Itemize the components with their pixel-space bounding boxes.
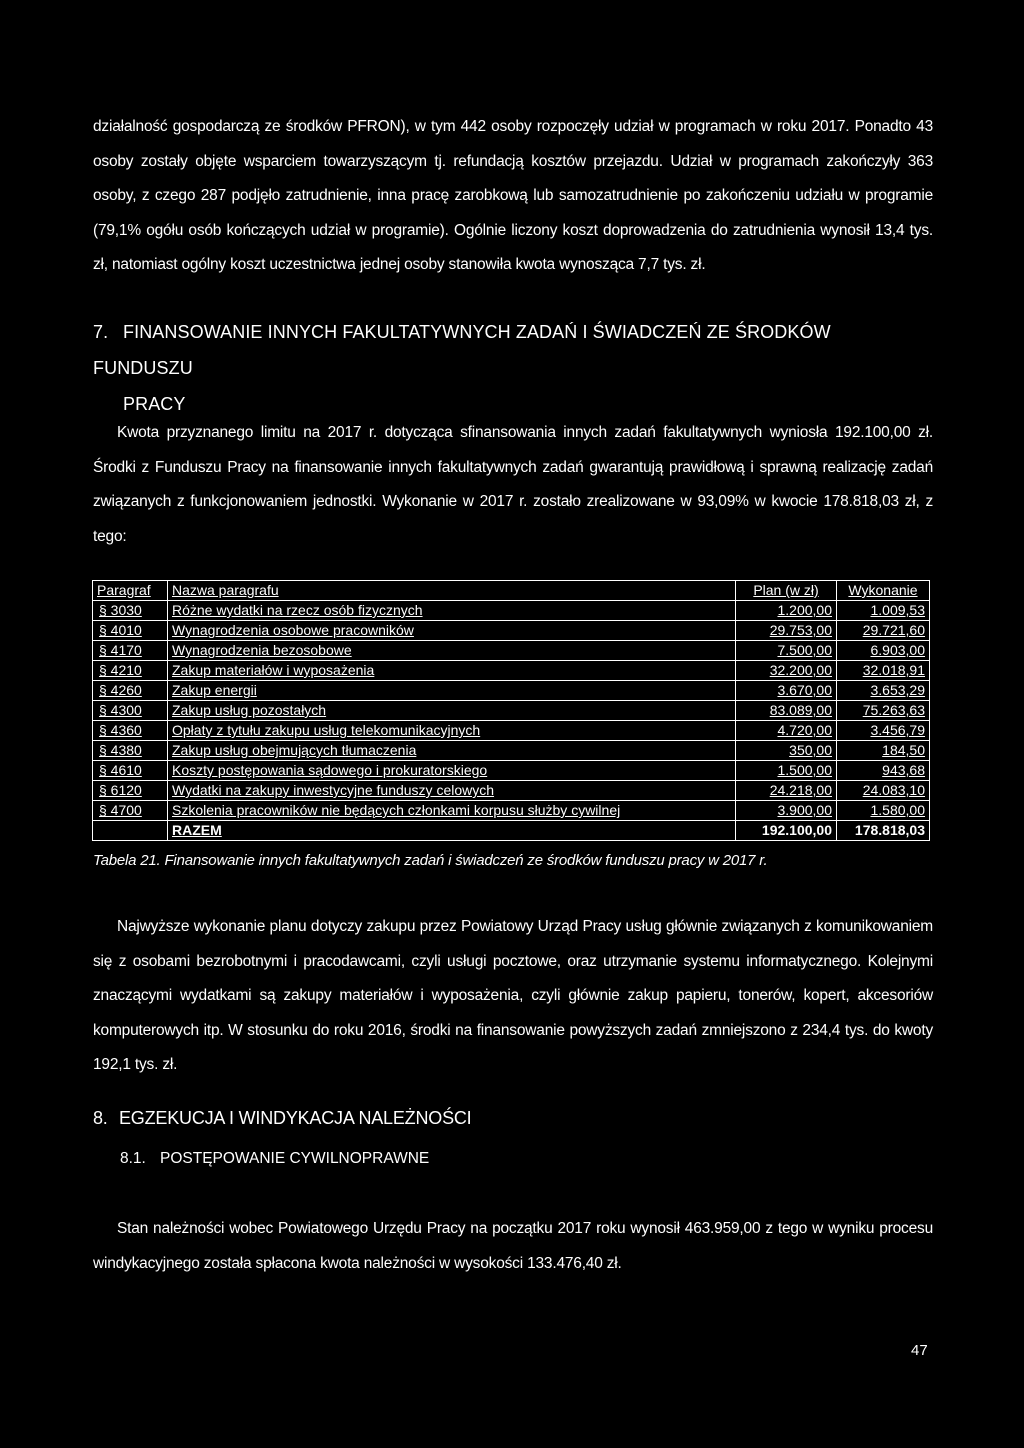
section-8-1-title: POSTĘPOWANIE CYWILNOPRAWNE	[160, 1150, 430, 1167]
header-wykonanie: Wykonanie	[837, 581, 930, 601]
row-nazwa: Zakup materiałów i wyposażenia	[168, 661, 736, 681]
total-wykonanie: 178.818,03	[837, 821, 930, 841]
page-number: 47	[911, 1342, 928, 1359]
row-wykonanie: 3.653,29	[837, 681, 930, 701]
section-8-1-heading	[120, 1150, 429, 1168]
table-row	[93, 741, 930, 761]
table-row	[93, 601, 930, 621]
row-wykonanie: 75.263,63	[837, 701, 930, 721]
row-paragraf: § 4260	[93, 681, 168, 701]
section-8-title: EGZEKUCJA I WINDYKACJA NALEŻNOŚCI	[119, 1108, 472, 1128]
row-paragraf: § 4210	[93, 661, 168, 681]
table-caption: Tabela 21. Finansowanie innych fakultatywnych zadań i świadczeń ze środków funduszu pracy w 2017 r.	[93, 852, 768, 869]
row-nazwa: Zakup usług obejmujących tłumaczenia	[168, 741, 736, 761]
row-wykonanie: 6.903,00	[837, 641, 930, 661]
expense-table	[92, 580, 930, 841]
row-plan: 32.200,00	[736, 661, 837, 681]
table-row	[93, 801, 930, 821]
row-paragraf: § 4170	[93, 641, 168, 661]
row-nazwa: Opłaty z tytułu zakupu usług telekomunikacyjnych	[168, 721, 736, 741]
row-nazwa: Zakup usług pozostałych	[168, 701, 736, 721]
row-paragraf: § 3030	[93, 601, 168, 621]
row-wykonanie: 29.721,60	[837, 621, 930, 641]
row-paragraf: § 4010	[93, 621, 168, 641]
intro-paragraph: działalność gospodarczą ze środków PFRON), w tym 442 osoby rozpoczęły udział w programach w roku 2017. Ponadto 43 osoby zostały objęte wsparciem towarzyszącym tj. refundacją kosztów przejazdu. Udział w programach zakończyły 363 osoby, z czego 287 podjęło zatrudnienie, inna pracę zarobkową lub samozatrudnienie po zakończeniu udziału w programie (79,1% ogółu osób kończących udział w programie). Ogólnie liczony koszt doprowadzenia do zatrudnienia wynosił 13,4 tys. zł, natomiast ogólny koszt uczestnictwa jednej osoby stanowiła kwota wynosząca 7,7 tys. zł.	[93, 118, 933, 273]
table-row	[93, 761, 930, 781]
section-8-1-number: 8.1.	[120, 1150, 146, 1167]
row-paragraf: § 6120	[93, 781, 168, 801]
table-row	[93, 681, 930, 701]
table-row	[93, 721, 930, 741]
row-paragraf: § 4360	[93, 721, 168, 741]
row-plan: 7.500,00	[736, 641, 837, 661]
row-wykonanie: 1.009,53	[837, 601, 930, 621]
table-row	[93, 781, 930, 801]
row-plan: 29.753,00	[736, 621, 837, 641]
section-7-title-line1: FINANSOWANIE INNYCH FAKULTATYWNYCH ZADAŃ I ŚWIADCZEŃ ZE ŚRODKÓW FUNDUSZU	[93, 322, 831, 378]
section-8-paragraph: Stan należności wobec Powiatowego Urzędu Pracy na początku 2017 roku wynosił 463.959,00 z tego w wyniku procesu windykacyjnego została spłacona kwota należności w wysokości 133.476,40 zł.	[93, 1220, 933, 1272]
section-7-paragraph: Kwota przyznanego limitu na 2017 r. dotycząca sfinansowania innych zadań fakultatywnych wyniosła 192.100,00 zł. Środki z Funduszu Pracy na finansowanie innych fakultatywnych zadań gwarantują prawidłową i sprawną realizację zadań związanych z funkcjonowaniem jednostki. Wykonanie w 2017 r. zostało zrealizowane w 93,09% w kwocie 178.818,03 zł, z tego:	[93, 424, 933, 545]
row-nazwa: Koszty postępowania sądowego i prokuratorskiego	[168, 761, 736, 781]
total-empty-cell	[93, 821, 168, 841]
row-nazwa: Zakup energii	[168, 681, 736, 701]
row-plan: 1.200,00	[736, 601, 837, 621]
row-plan: 4.720,00	[736, 721, 837, 741]
row-plan: 83.089,00	[736, 701, 837, 721]
section-7-heading	[93, 314, 933, 422]
row-wykonanie: 943,68	[837, 761, 930, 781]
row-plan: 350,00	[736, 741, 837, 761]
row-paragraf: § 4610	[93, 761, 168, 781]
table-row	[93, 661, 930, 681]
table-row	[93, 621, 930, 641]
table-row	[93, 701, 930, 721]
header-plan: Plan (w zł)	[736, 581, 837, 601]
section-8-heading	[93, 1108, 471, 1129]
table-header-row	[93, 581, 930, 601]
section-8-number: 8.	[93, 1108, 108, 1128]
row-nazwa: Wynagrodzenia osobowe pracowników	[168, 621, 736, 641]
table-row	[93, 641, 930, 661]
row-nazwa: Wydatki na zakupy inwestycyjne funduszy celowych	[168, 781, 736, 801]
row-wykonanie: 24.083,10	[837, 781, 930, 801]
row-paragraf: § 4700	[93, 801, 168, 821]
row-nazwa: Różne wydatki na rzecz osób fizycznych	[168, 601, 736, 621]
table-total-row	[93, 821, 930, 841]
section-7-number: 7.	[93, 322, 109, 342]
row-paragraf: § 4300	[93, 701, 168, 721]
row-plan: 1.500,00	[736, 761, 837, 781]
row-paragraf: § 4380	[93, 741, 168, 761]
total-plan: 192.100,00	[736, 821, 837, 841]
row-nazwa: Szkolenia pracowników nie będących członkami korpusu służby cywilnej	[168, 801, 736, 821]
section-7-title-line2: PRACY	[123, 394, 186, 414]
row-wykonanie: 32.018,91	[837, 661, 930, 681]
row-plan: 24.218,00	[736, 781, 837, 801]
row-wykonanie: 184,50	[837, 741, 930, 761]
row-plan: 3.670,00	[736, 681, 837, 701]
row-nazwa: Wynagrodzenia bezosobowe	[168, 641, 736, 661]
row-plan: 3.900,00	[736, 801, 837, 821]
total-label: RAZEM	[168, 821, 736, 841]
header-paragraf: Paragraf	[93, 581, 168, 601]
paragraph-after-table: Najwyższe wykonanie planu dotyczy zakupu przez Powiatowy Urząd Pracy usług głównie związanych z komunikowaniem się z osobami bezrobotnymi i pracodawcami, czyli usługi pocztowe, oraz utrzymanie systemu informatycznego. Kolejnymi znaczącymi wydatkami są zakupy materiałów i wyposażenia, czyli głównie zakup papieru, tonerów, kopert, akcesoriów komputerowych itp. W stosunku do roku 2016, środki na finansowanie powyższych zadań zmniejszono z 234,4 tys. do kwoty 192,1 tys. zł.	[93, 918, 933, 1073]
row-wykonanie: 1.580,00	[837, 801, 930, 821]
header-nazwa: Nazwa paragrafu	[168, 581, 736, 601]
row-wykonanie: 3.456,79	[837, 721, 930, 741]
